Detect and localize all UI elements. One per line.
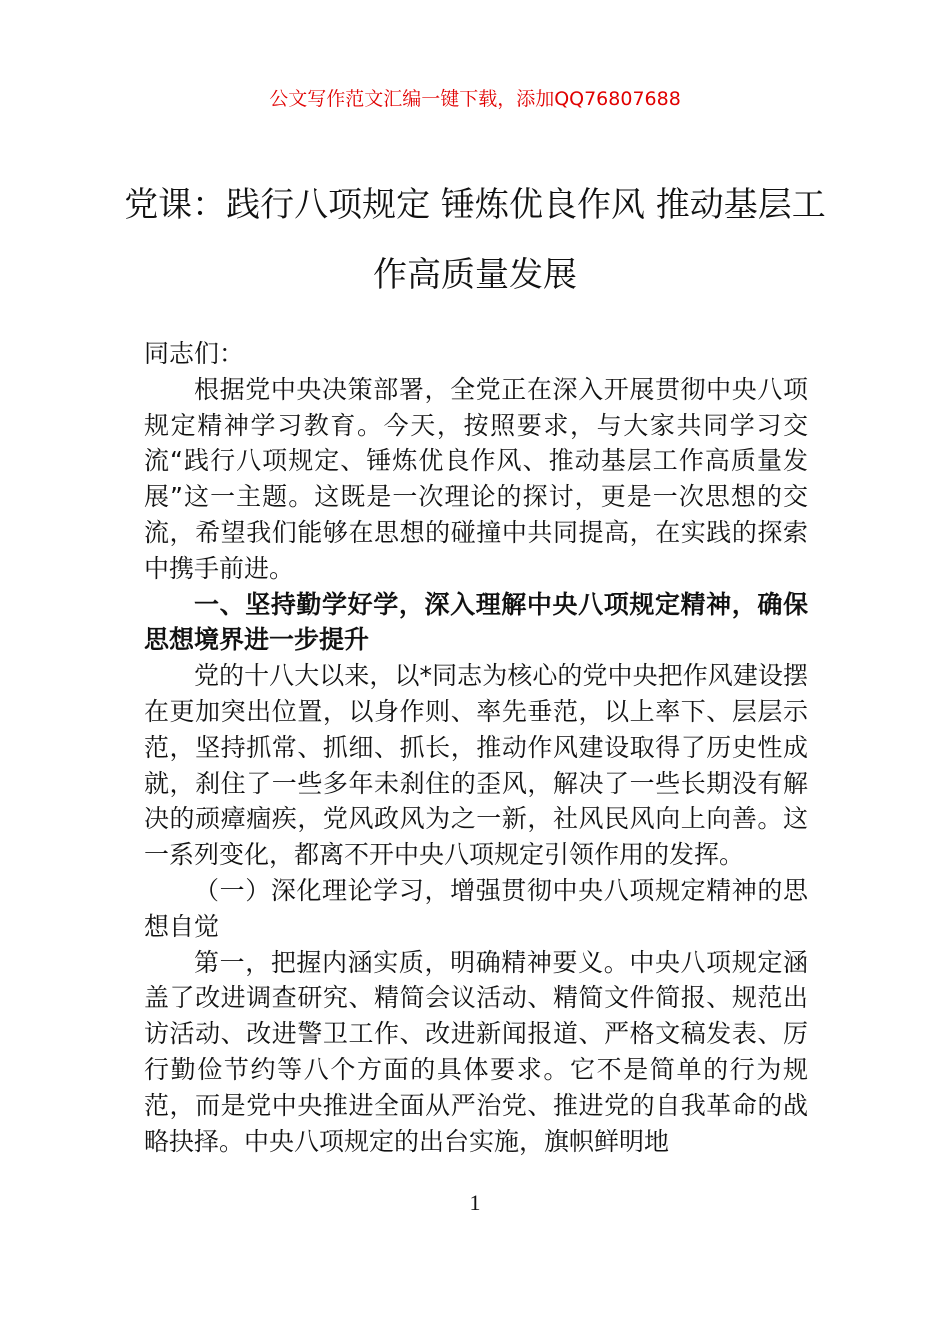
intro-paragraph: 根据党中央决策部署，全党正在深入开展贯彻中央八项规定精神学习教育。今天，按照要求，与大家共同学习交流“践行八项规定、锤炼优良作风、推动基层工作高质量发展”这一主题。这既是一次理论的探讨，更是一次思想的交流，希望我们能够在思想的碰撞中共同提高，在实践的探索中携手前进。 [144,374,808,583]
subsection-heading-1: （一）深化理论学习，增强贯彻中央八项规定精神的思想自觉 [144,875,808,941]
document-title: 党课：践行八项规定 锤炼优良作风 推动基层工作高质量发展 [124,185,826,295]
document-body [144,336,808,1159]
section-heading-1: 一、坚持勤学好学，深入理解中央八项规定精神，确保思想境界进一步提升 [144,589,808,655]
salutation: 同志们： [144,339,245,368]
page-number: 1 [469,1190,481,1215]
body-paragraph: 第一，把握内涵实质，明确精神要义。中央八项规定涵盖了改进调查研究、精简会议活动、精简文件简报、规范出访活动、改进警卫工作、改进新闻报道、严格文稿发表、厉行勤俭节约等八个方面的具体要求。它不是简单的行为规范，而是党中央推进全面从严治党、推进党的自我革命的战略抉择。中央八项规定的出台实施，旗帜鲜明地 [144,947,808,1156]
watermark-banner: 公文写作范文汇编一键下载，添加QQ76807688 [269,88,681,110]
body-paragraph: 党的十八大以来，以*同志为核心的党中央把作风建设摆在更加突出位置，以身作则、率先垂范，以上率下、层层示范，坚持抓常、抓细、抓长，推动作风建设取得了历史性成就，刹住了一些多年未刹住的歪风，解决了一些长期没有解决的顽瘴痼疾，党风政风为之一新，社风民风向上向善。这一系列变化，都离不开中央八项规定引领作用的发挥。 [144,661,808,870]
